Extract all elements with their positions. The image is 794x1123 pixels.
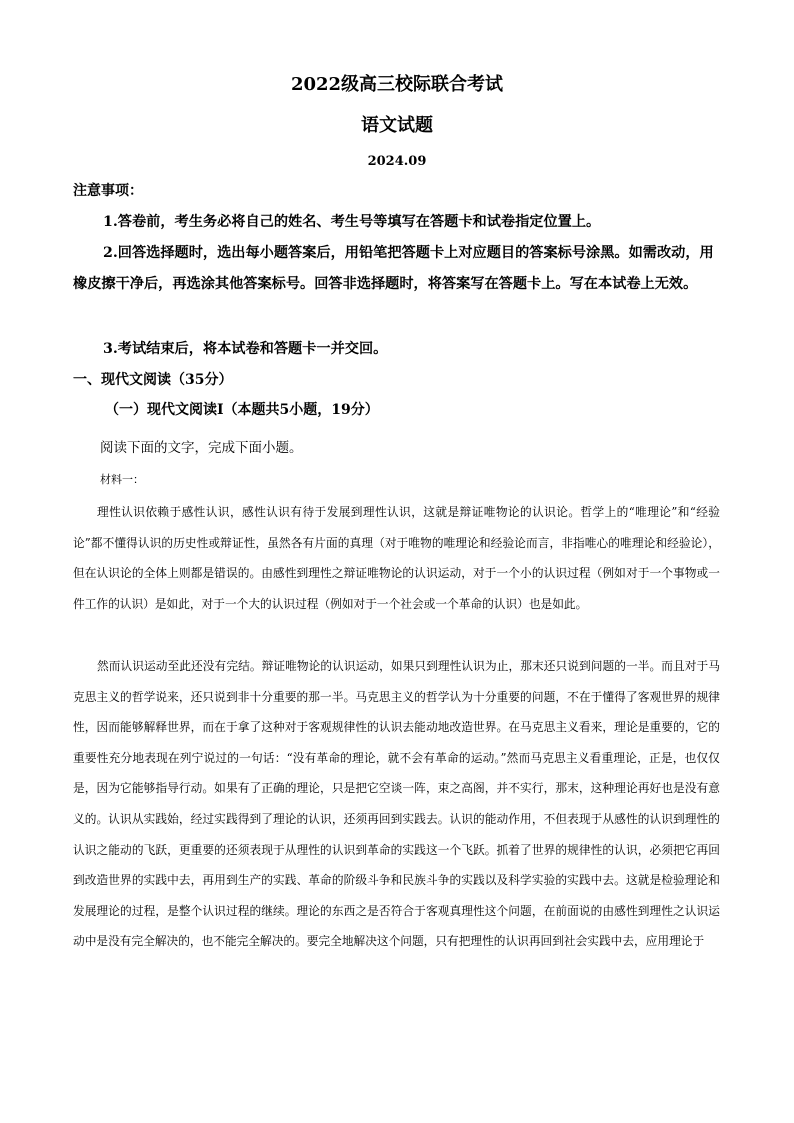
- notice-item-3: 3.考试结束后，将本试卷和答题卡一并交回。: [103, 341, 388, 357]
- exam-date: 2024.09: [367, 154, 427, 169]
- body-paragraph-1: 理性认识依赖于感性认识，感性认识有待于发展到理性认识，这就是辩证唯物论的认识论。哲学上的“唯理论”和“经验论”都不懂得认识的历史性或辩证性，虽然各有片面的真理（对于唯物的唯理论和经验论而言，非指唯心的唯理论和经验论），但在认识论的全体上则都是错误的。由感性到理性之辩证唯物论的认识运动，对于一个小的认识过程（例如对于一个事物或一件工作的认识）是如此，对于一个大的认识过程（例如对于一个社会或一个革命的认识）也是如此。: [73, 505, 720, 611]
- body-paragraph-2: 然而认识运动至此还没有完结。辩证唯物论的认识运动，如果只到理性认识为止，那末还只说到问题的一半。而且对于马克思主义的哲学说来，还只说到非十分重要的那一半。马克思主义的哲学认为十分重要的问题，不在于懂得了客观世界的规律性，因而能够解释世界，而在于拿了这种对于客观规律性的认识去能动地改造世界。在马克思主义看来，理论是重要的，它的重要性充分地表现在列宁说过的一句话：“没有革命的理论，就不会有革命的运动。”然而马克思主义看重理论，正是，也仅仅是，因为它能够指导行动。如果有了正确的理论，只是把它空谈一阵，束之高阁，并不实行，那末，这种理论再好也是没有意义的。认识从实践始，经过实践得到了理论的认识，还须再回到实践去。认识的能动作用，不但表现于从感性的认识到理性的认识之能动的飞跃，更重要的还须表现于从理性的认识到革命的实践这一个飞跃。抓着了世界的规律性的认识，必须把它再回到改造世界的实践中去，再用到生产的实践、革命的阶级斗争和民族斗争的实践以及科学实验的实践中去。这就是检验理论和发展理论的过程，是整个认识过程的继续。理论的东西之是否符合于客观真理性这个问题，在前面说的由感性到理性之认识运动中是没有完全解决的，也不能完全解决的。要完全地解决这个问题，只有把理性的认识再回到社会实践中去，应用理论于: [73, 659, 720, 949]
- exam-title: 2022级高三校际联合考试: [290, 74, 504, 95]
- subject-title: 语文试题: [361, 115, 433, 136]
- notice-heading: 注意事项：: [73, 183, 143, 199]
- material-label: 材料一：: [100, 473, 144, 486]
- subsection-heading: （一）现代文阅读Ⅰ（本题共5小题，19分）: [105, 402, 379, 418]
- section-heading: 一、现代文阅读（35分）: [73, 372, 233, 388]
- reading-instruction: 阅读下面的文字，完成下面小题。: [100, 440, 303, 456]
- notice-item-2: 2.回答选择题时，选出每小题答案后，用铅笔把答题卡上对应题目的答案标号涂黑。如需改动，用橡皮擦干净后，再选涂其他答案标号。回答非选择题时，将答案写在答题卡上。写在本试卷上无效。: [73, 245, 714, 292]
- notice-item-1: 1.答卷前，考生务必将自己的姓名、考生号等填写在答题卡和试卷指定位置上。: [103, 214, 601, 230]
